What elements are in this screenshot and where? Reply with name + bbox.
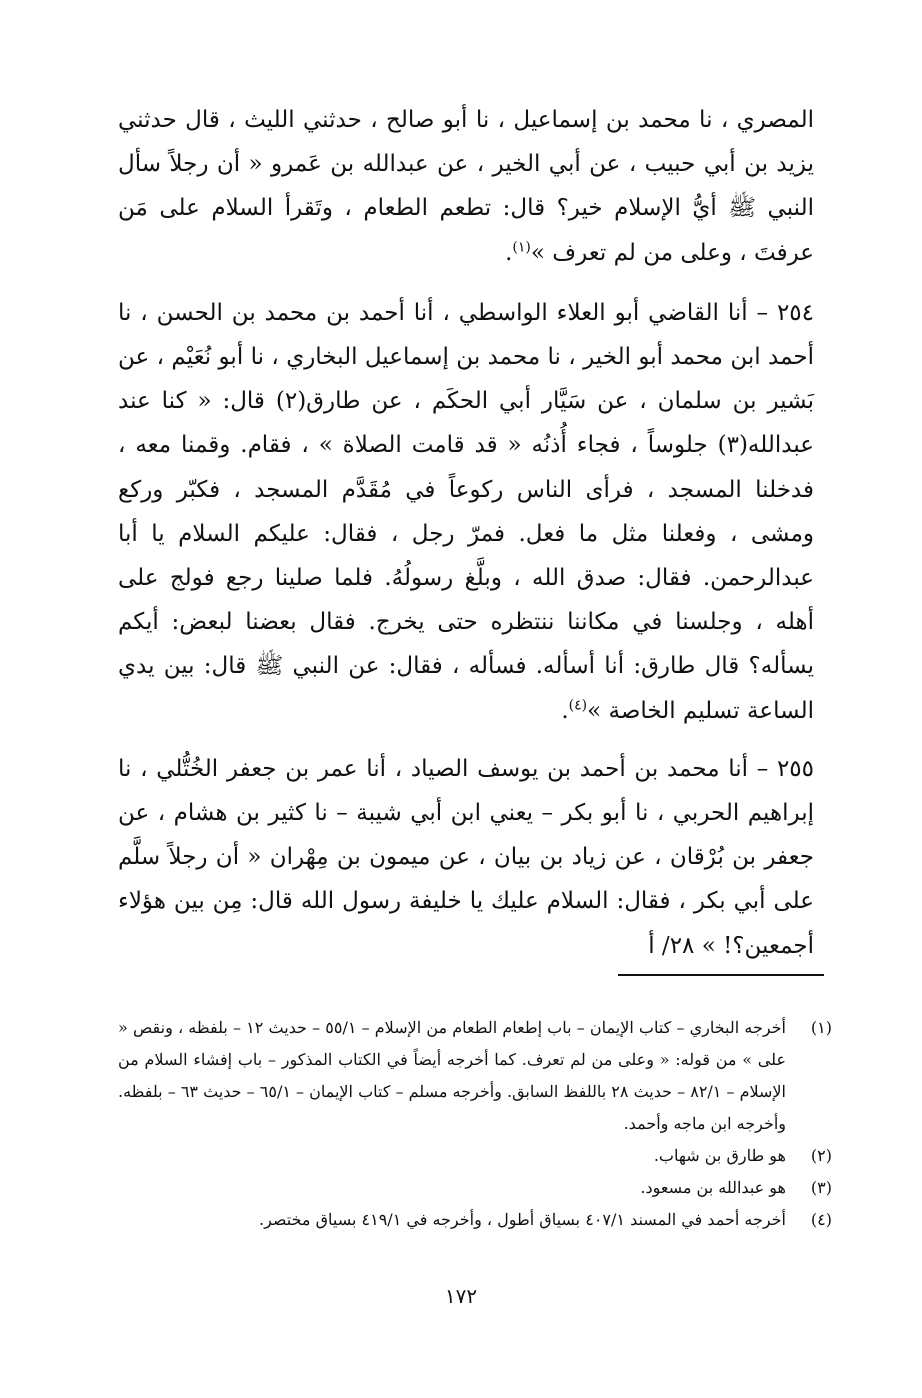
footnote-4 xyxy=(118,1204,832,1236)
footnote-2 xyxy=(118,1140,832,1172)
footnote-text: هو عبدالله بن مسعود. xyxy=(640,1178,786,1197)
page-number: ١٧٢ xyxy=(444,1284,478,1308)
paragraph-text: ٢٥٥ – أنا محمد بن أحمد بن يوسف الصياد ، أنا عمر بن جعفر الخُتُّلي ، نا إبراهيم الحربي ، نا أبو بكر – يعني ابن أبي شيبة – نا كثير بن هشام ، عن جعفر بن بُرْقان ، عن زياد بن بيان ، عن ميمون بن مِهْران « أن رجلاً سلَّم على أبي بكر ، فقال: السلام عليك يا خليفة رسول الله قال: مِن بين هؤلاء أجمعين؟! » ٢٨/ أ xyxy=(118,755,814,959)
footnote-number: (٢) xyxy=(810,1146,832,1165)
footnote-number: (١) xyxy=(810,1018,832,1037)
footnote-1 xyxy=(118,1012,832,1140)
footnote-number: (٤) xyxy=(810,1210,832,1229)
paragraph-hadith-254 xyxy=(118,291,814,733)
footnote-3 xyxy=(118,1172,832,1204)
footnote-text: هو طارق بن شهاب. xyxy=(653,1146,786,1165)
paragraph-text: ٢٥٤ – أنا القاضي أبو العلاء الواسطي ، أنا أحمد بن محمد بن الحسن ، نا أحمد ابن محمد أبو الخير ، نا محمد بن إسماعيل البخاري ، نا أبو نُعَيْم ، عن بَشير بن سلمان ، عن سَيَّار أبي الحكَم ، عن طارق(٢) قال: « كنا عند عبدالله(٣) جلوساً ، فجاء أُذنُه « قد قامت الصلاة » ، فقام. وقمنا معه ، فدخلنا المسجد ، فرأى الناس ركوعاً في مُقَدَّم المسجد ، فكبّر وركع ومشى ، وفعلنا مثل ما فعل. فمرّ رجل ، فقال: عليكم السلام يا أبا عبدالرحمن. فقال: صدق الله ، وبلَّغ رسولُهُ. فلما صلينا رجع فولج على أهله ، وجلسنا في مكاننا ننتظره حتى يخرج. فقال بعضنا لبعض: أيكم يسأله؟ قال طارق: أنا أسأله. فسأله ، فقال: عن النبي ﷺ قال: بين يدي الساعة تسليم الخاصة » xyxy=(118,299,815,724)
paragraph-tail: . xyxy=(561,697,569,724)
paragraph-continuation xyxy=(118,98,814,275)
footnotes-section xyxy=(118,1012,832,1236)
main-text-body xyxy=(118,98,814,982)
footnote-text: أخرجه البخاري – كتاب الإيمان – باب إطعام الطعام من الإسلام – ٥٥/١ – حديث ١٢ – بلفظه ، ونقص « على » من قوله: « وعلى من لم تعرف. كما أخرجه أيضاً في الكتاب المذكور – باب إفشاء السلام من الإسلام – ٨٢/١ – حديث ٢٨ باللفظ السابق. وأخرجه مسلم – كتاب الإيمان – ٦٥/١ – حديث ٦٣ – بلفظه. وأخرجه ابن ماجه وأحمد. xyxy=(118,1018,787,1133)
footnote-reference: (١) xyxy=(512,238,531,255)
footnote-number: (٣) xyxy=(810,1178,832,1197)
paragraph-tail: . xyxy=(505,239,513,266)
paragraph-text: المصري ، نا محمد بن إسماعيل ، نا أبو صالح ، حدثني الليث ، قال حدثني يزيد بن أبي حبيب ، عن أبي الخير ، عن عبدالله بن عَمرو « أن رجلاً سأل النبي ﷺ أيُّ الإسلام خير؟ قال: تطعم الطعام ، وتَقرأ السلام على مَن عرفتَ ، وعلى من لم تعرف » xyxy=(118,107,814,266)
footnote-divider xyxy=(618,974,824,976)
paragraph-hadith-255 xyxy=(118,747,814,968)
footnote-reference: (٤) xyxy=(568,696,588,713)
footnote-text: أخرجه أحمد في المسند ٤٠٧/١ بسياق أطول ، وأخرجه في ٤١٩/١ بسياق مختصر. xyxy=(258,1210,786,1229)
